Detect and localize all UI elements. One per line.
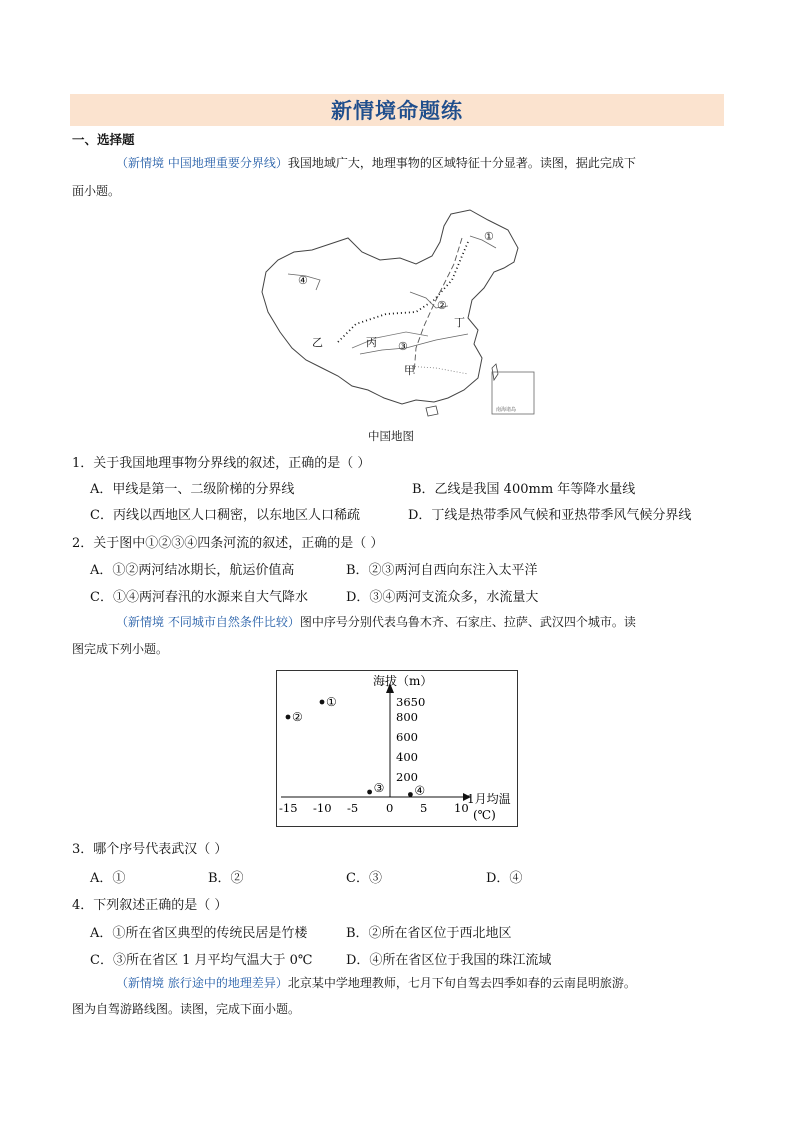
intro-3-tag: （新情境 旅行途中的地理差异） [116, 976, 288, 990]
intro-1-text: 我国地域广大，地理事物的区域特征十分显著。读图，据此完成下 [287, 156, 636, 170]
section-heading: 一、选择题 [72, 132, 135, 147]
q2-option-a[interactable]: A．①②两河结冰期长，航运价值高 [90, 563, 295, 578]
data-point-label-3: ③ [373, 781, 385, 795]
x-tick-label: -15 [279, 801, 298, 815]
map-label-bing: 丙 [366, 336, 377, 349]
page-title: 新情境命题练 [331, 99, 463, 123]
y-tick-label: 800 [396, 710, 418, 724]
x-tick-label: 5 [420, 801, 428, 815]
q3-option-b[interactable]: B．② [208, 871, 244, 886]
data-point-4 [408, 792, 413, 797]
map-label-ding: 丁 [454, 316, 465, 329]
q1-option-a[interactable]: A．甲线是第一、二级阶梯的分界线 [90, 482, 295, 497]
map-caption: 中国地图 [368, 429, 414, 443]
q3-option-d[interactable]: D．④ [486, 871, 523, 886]
data-point-label-2: ② [292, 710, 303, 724]
intro-3-line2: 图为自驾游路线图。读图，完成下面小题。 [72, 1002, 301, 1016]
q1-stem: 1．关于我国地理事物分界线的叙述，正确的是（ ） [72, 456, 371, 471]
map-label-1: ① [484, 230, 494, 243]
map-label-jia: 甲 [404, 364, 415, 377]
altitude-temperature-chart [276, 670, 518, 827]
x-axis-unit: (℃) [473, 808, 496, 822]
intro-2-text: 图中序号分别代表乌鲁木齐、石家庄、拉萨、武汉四个城市。读 [299, 615, 636, 629]
q4-stem: 4．下列叙述正确的是（ ） [72, 898, 228, 913]
title-bar [70, 94, 724, 126]
q2-option-b[interactable]: B．②③两河自西向东注入太平洋 [346, 563, 538, 578]
q4-option-c[interactable]: C．③所在省区 1 月平均气温大于 0℃ [90, 953, 313, 968]
intro-1-tag: （新情境 中国地理重要分界线） [116, 156, 288, 170]
q3-option-a[interactable]: A．① [90, 871, 126, 886]
intro-3 [116, 970, 726, 997]
inset-label: 南海诸岛 [496, 407, 517, 413]
q2-option-c[interactable]: C．①④两河春汛的水源来自大气降水 [90, 590, 308, 605]
intro-2-tag: （新情境 不同城市自然条件比较） [116, 615, 300, 629]
y-tick-label: 200 [396, 770, 418, 784]
intro-1-line2: 面小题。 [72, 184, 121, 198]
q2-option-d[interactable]: D．③④两河支流众多，水流量大 [346, 590, 539, 605]
x-axis-label: 1月均温 [467, 792, 511, 806]
data-point-3 [367, 790, 372, 795]
map-label-yi: 乙 [312, 336, 323, 349]
intro-1 [116, 150, 726, 177]
line-yi [338, 242, 468, 342]
q2-stem: 2．关于图中①②③④四条河流的叙述，正确的是（ ） [72, 536, 384, 551]
y-tick-label: 600 [396, 730, 418, 744]
intro-2-line2: 图完成下列小题。 [72, 642, 169, 656]
q3-stem: 3．哪个序号代表武汉（ ） [72, 842, 228, 857]
x-tick-label: 10 [454, 801, 469, 815]
data-point-2 [286, 715, 291, 720]
y-tick-label: 3650 [396, 695, 426, 709]
y-axis-label: 海拔（m） [373, 674, 433, 688]
china-map [256, 208, 538, 426]
intro-3-text: 北京某中学地理教师，七月下旬自驾去四季如春的云南昆明旅游。 [287, 976, 636, 990]
data-point-1 [320, 700, 325, 705]
intro-2 [116, 609, 726, 636]
q1-option-c[interactable]: C．丙线以西地区人口稠密，以东地区人口稀疏 [90, 508, 360, 523]
x-tick-label: 0 [386, 801, 394, 815]
q4-option-a[interactable]: A．①所在省区典型的传统民居是竹楼 [90, 926, 308, 941]
q4-option-b[interactable]: B．②所在省区位于西北地区 [346, 926, 512, 941]
data-point-label-1: ① [326, 695, 337, 709]
line-ding [406, 366, 468, 374]
q3-option-c[interactable]: C．③ [346, 871, 382, 886]
hainan-outline [426, 406, 438, 416]
map-label-4: ④ [298, 274, 308, 287]
x-tick-label: -5 [347, 801, 359, 815]
q1-option-d[interactable]: D．丁线是热带季风气候和亚热带季风气候分界线 [408, 508, 692, 523]
map-label-3: ③ [398, 340, 408, 353]
q4-option-d[interactable]: D．④所在省区位于我国的珠江流域 [346, 953, 552, 968]
map-label-2: ② [437, 299, 447, 312]
y-tick-label: 400 [396, 750, 418, 764]
x-tick-label: -10 [313, 801, 332, 815]
data-point-label-4: ④ [414, 783, 426, 798]
q1-option-b[interactable]: B．乙线是我国 400mm 年等降水量线 [412, 482, 636, 497]
